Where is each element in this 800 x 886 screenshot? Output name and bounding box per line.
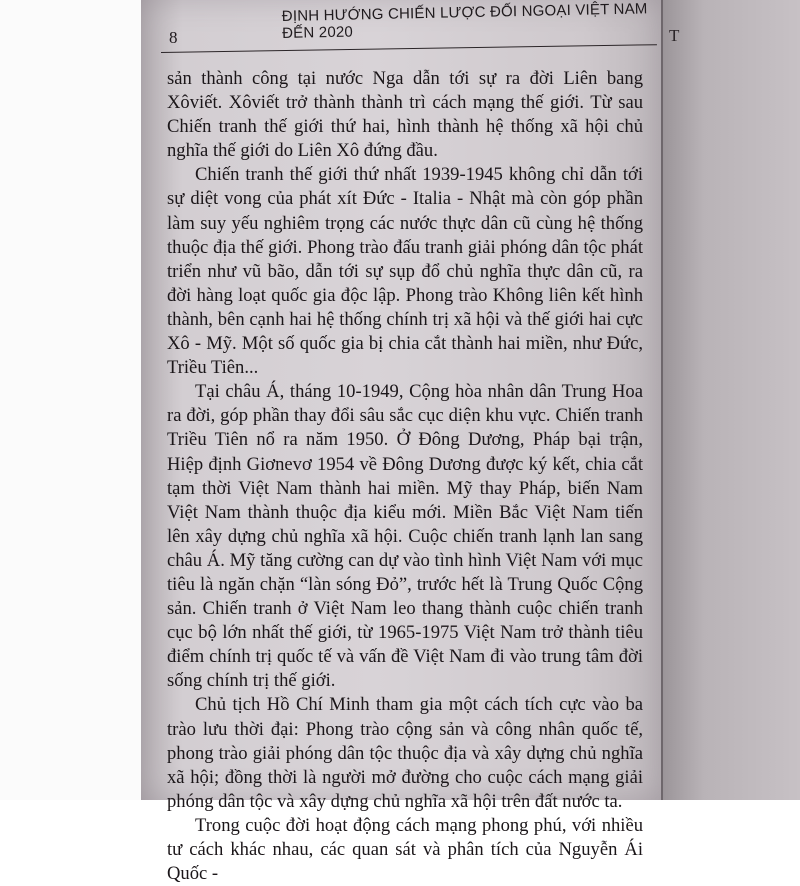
adjacent-page-fragment: T [669, 26, 680, 45]
paragraph-2: Chiến tranh thế giới thứ nhất 1939-1945 không chỉ dẫn tới sự diệt vong của phát xít Đức - Italia - Nhật mà còn góp phần làm suy yếu nghiêm trọng các nước thực dân cũ cùng hệ thống thuộc địa thế giới. Phong trào đấu tranh giải phóng dân tộc phát triển như vũ bão, dẫn tới sự sụp đổ chủ nghĩa thực dân cũ, ra đời hàng loạt quốc gia độc lập. Phong trào Không liên kết hình thành, bên cạnh hai hệ thống chính trị xã hội và thế giới hai cực Xô - Mỹ. Một số quốc gia bị chia cắt thành hai miền, như Đức, Triều Tiên... [167, 164, 643, 379]
paragraph-3: Tại châu Á, tháng 10-1949, Cộng hòa nhân dân Trung Hoa ra đời, góp phần thay đổi sâu sắc cục diện khu vực. Chiến tranh Triều Tiên nổ ra năm 1950. Ở Đông Dương, Pháp bại trận, Hiệp định Giơnevơ 1954 về Đông Dương được ký kết, chia cắt tạm thời Việt Nam thành hai miền. Mỹ thay Pháp, biến Nam Việt Nam thành thuộc địa kiểu mới. Miền Bắc Việt Nam tiến lên xây dựng chủ nghĩa xã hội. Cuộc chiến tranh lạnh lan sang châu Á. Mỹ tăng cường can dự vào tình hình Việt Nam với mục tiêu là ngăn chặn “làn sóng Đỏ”, trước hết là Trung Quốc Cộng sản. Chiến tranh ở Việt Nam leo thang thành cuộc chiến tranh cục bộ lớn nhất thế giới, từ 1965-1975 Việt Nam trở thành tiêu điểm chính trị quốc tế và vấn đề Việt Nam đi vào trung tâm đời sống chính trị thế giới. [167, 381, 643, 692]
paragraph-1: sản thành công tại nước Nga dẫn tới sự ra đời Liên bang Xôviết. Xôviết trở thành thành trì cách mạng thế giới. Từ sau Chiến tranh thế giới thứ hai, hình thành hệ thống xã hội chủ nghĩa thế giới do Liên Xô đứng đầu. [167, 68, 643, 162]
paragraph-4: Chủ tịch Hồ Chí Minh tham gia một cách tích cực vào ba trào lưu thời đại: Phong trào cộng sản và công nhân quốc tế, phong trào giải phóng dân tộc thuộc địa và xây dựng chủ nghĩa xã hội; đồng thời là người mở đường cho cuộc cách mạng giải phóng dân tộc và xây dựng chủ nghĩa xã hội trên đất nước ta. [167, 694, 643, 812]
book-page [141, 0, 661, 885]
header-rule [161, 44, 657, 53]
page-number: 8 [169, 28, 178, 47]
running-head: ĐỊNH HƯỚNG CHIẾN LƯỢC ĐỐI NGOẠI VIỆT NAM ĐẾN 2020 [281, 0, 648, 42]
body-text [167, 67, 643, 886]
paragraph-5: Trong cuộc đời hoạt động cách mạng phong phú, với nhiều tư cách khác nhau, các quan sát và phân tích của Nguyễn Ái Quốc - [167, 814, 643, 885]
adjacent-page [663, 0, 800, 800]
